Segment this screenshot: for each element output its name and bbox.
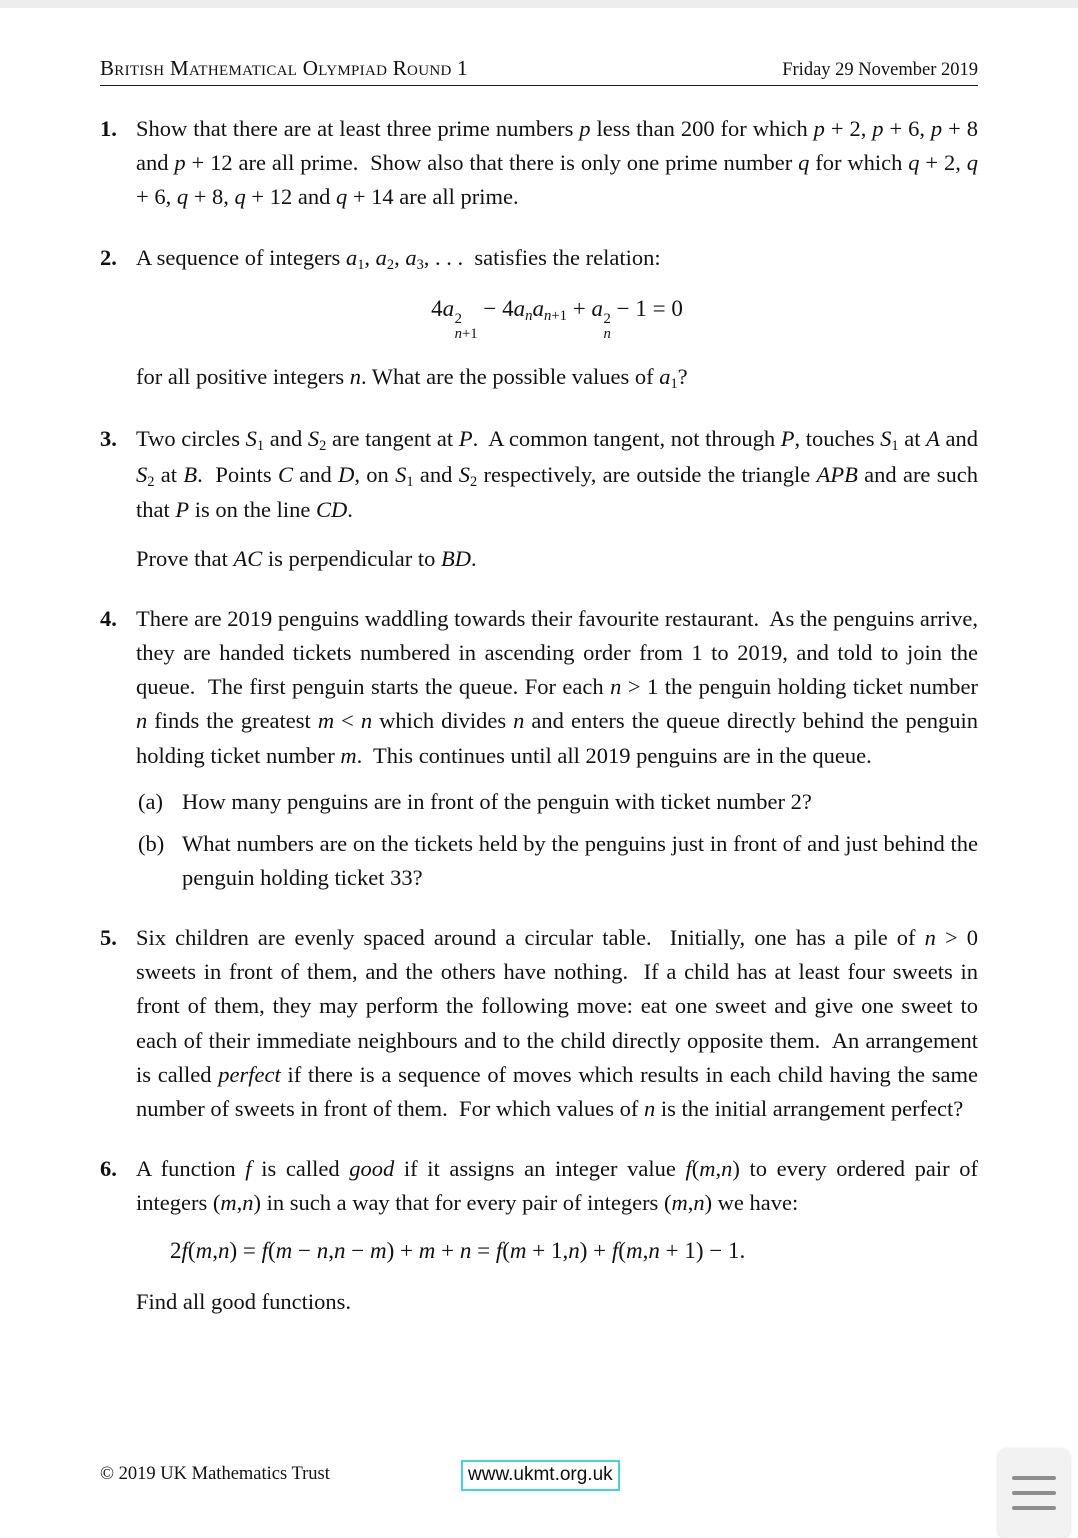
problem-4: [100, 602, 978, 895]
problem-3: [100, 422, 978, 576]
problem-number: 6.: [100, 1156, 117, 1182]
exam-date: Friday 29 November 2019: [782, 60, 978, 80]
top-gray-strip: [0, 0, 1078, 8]
problem-2-equation: 4a 2 n+1 − $4a_na_{n+1} + a$ 2 n − 1 = 0: [431, 296, 683, 342]
document-page: [0, 8, 1078, 1536]
problem-6-tail: Find all good functions.: [136, 1289, 351, 1315]
hamburger-icon-bar-1: [1012, 1476, 1056, 1480]
document-footer: [100, 1460, 978, 1494]
problem-3-prove: Prove that AC is perpendicular to BD.: [136, 545, 477, 571]
problem-number: 2.: [100, 244, 117, 270]
problem-2-lead: A sequence of integers $a_1$, $a_2$, $a_3$, . . . satisfies the relation:: [136, 244, 661, 273]
document-header: [100, 56, 978, 86]
problem-1-body: Show that there are at least three prime numbers p less than 200 for which p + 2, p + 6, p + 8 and p + 12 are all prime. Show also that there is only one prime number q for which q + 2, q + 6, q + 8, q + 12 and q + 14 are all prime.: [136, 116, 978, 210]
subpart-text: What numbers are on the tickets held by the penguins just in front of and just behind the penguin holding ticket 33?: [182, 831, 978, 891]
problem-3-body: Two circles $S_1$ and $S_2$ are tangent at P. A common tangent, not through P, touches $S_1$ at A and $S_2$ at B. Points C and D, on $S_1$ and $S_2$ respectively, are outside the triangle APB and are such that P is on the line CD.: [136, 425, 978, 523]
problem-5-body: Six children are evenly spaced around a circular table. Initially, one has a pile of n > 0 sweets in front of them, and the others have nothing. If a child has at least four sweets in front of them, they may perform the following move: eat one sweet and give one sweet to each of their immediate neighbours and to the child directly opposite them. An arrangement is called perfect if there is a sequence of moves which results in each child having the same number of sweets in front of them. For which values of n is the initial arrangement perfect?: [136, 924, 978, 1121]
subpart-text: How many penguins are in front of the penguin with ticket number 2?: [182, 788, 812, 814]
problem-2-tail: for all positive integers n. What are the possible values of $a_1$?: [136, 363, 688, 392]
problem-number: 5.: [100, 924, 117, 950]
copyright-notice: © 2019 UK Mathematics Trust: [100, 1464, 330, 1484]
hamburger-icon-bar-3: [1012, 1506, 1056, 1510]
problem-6-lead: A function f is called good if it assigns an integer value f(m,n) to every ordered pair of integers (m,n) in such a way that for every pair of integers (m,n) we have:: [136, 1156, 978, 1216]
subpart-label: (b): [138, 831, 165, 857]
subpart-a: [136, 785, 978, 819]
problem-1: [100, 112, 978, 215]
problem-number: 4.: [100, 605, 117, 631]
problem-4-body: There are 2019 penguins waddling towards their favourite restaurant. As the penguins arrive, they are handed tickets numbered in ascending order from 1 to 2019, and told to join the queue. The first penguin starts the queue. For each n > 1 the penguin holding ticket number n finds the greatest m < n which divides n and enters the queue directly behind the penguin holding ticket number m. This continues until all 2019 penguins are in the queue.: [136, 605, 978, 768]
problem-4-subparts: [136, 785, 978, 895]
problem-6-equation: 2f(m,n) = f(m − n,n − m) + m + n = f(m + 1,n) + f(m,n + 1) − 1.: [170, 1238, 746, 1264]
website-url-selection[interactable]: www.ukmt.org.uk: [461, 1460, 620, 1491]
problem-text: [136, 112, 978, 215]
subpart-label: (a): [138, 788, 163, 814]
page-content: [100, 56, 978, 1320]
problem-6: [100, 1152, 978, 1320]
problem-2: [100, 241, 978, 396]
problem-number: 1.: [100, 116, 117, 141]
problem-number: 3.: [100, 425, 117, 451]
subpart-b: [136, 827, 978, 895]
problem-5: [100, 921, 978, 1126]
menu-button[interactable]: [998, 1448, 1070, 1538]
hamburger-icon-bar-2: [1012, 1491, 1056, 1495]
exam-title: British Mathematical Olympiad Round 1: [100, 56, 468, 80]
